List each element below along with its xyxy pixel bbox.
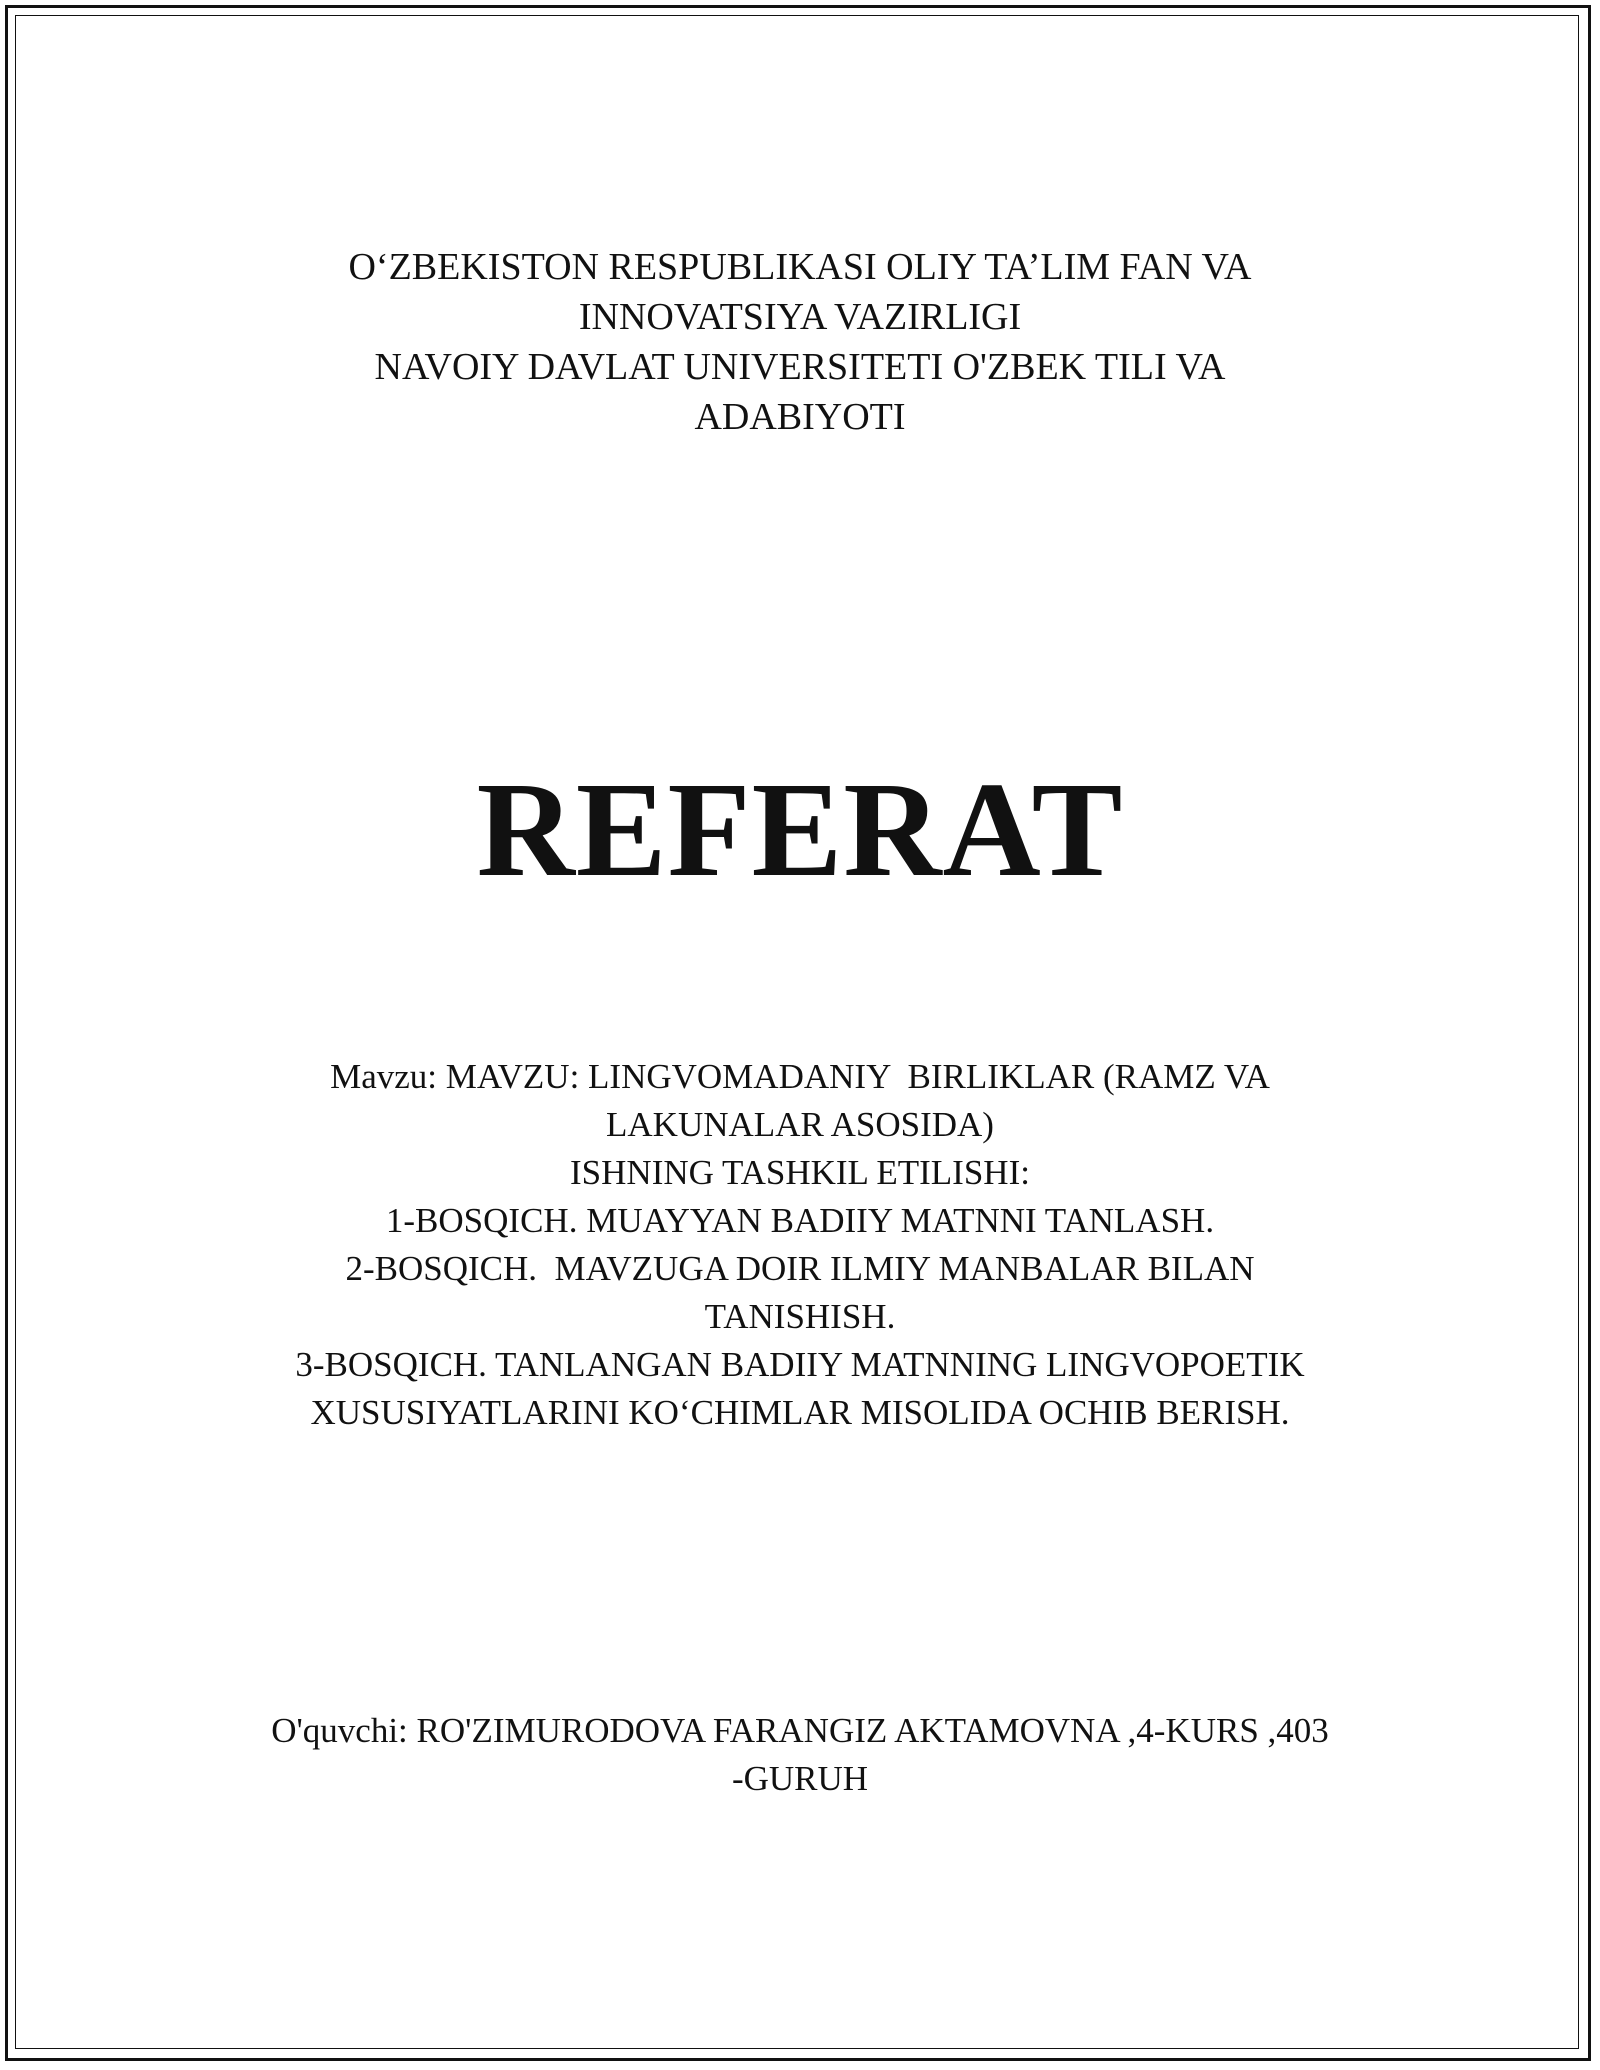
student-line: O'quvchi: RO'ZIMURODOVA FARANGIZ AKTAMOVNA ,4-KURS ,403 (271, 1711, 1329, 1750)
header-line: O‘ZBEKISTON RESPUBLIKASI OLIY TA’LIM FAN VA (348, 246, 1252, 288)
header-line: INNOVATSIYA VAZIRLIGI (578, 296, 1022, 338)
topic-line: ISHNING TASHKIL ETILISHI: (570, 1153, 1030, 1192)
topic-line: TANISHISH. (704, 1297, 896, 1336)
student-info (0, 1707, 1600, 1803)
topic-line: 3-BOSQICH. TANLANGAN BADIIY MATNNING LINGVOPOETIK (295, 1345, 1305, 1384)
student-line: -GURUH (731, 1759, 869, 1798)
header-line: NAVOIY DAVLAT UNIVERSITETI O'ZBEK TILI VA (374, 346, 1226, 388)
topic-line: 1-BOSQICH. MUAYYAN BADIIY MATNNI TANLASH. (385, 1201, 1215, 1240)
topic-section (0, 1053, 1600, 1437)
topic-line: 2-BOSQICH. MAVZUGA DOIR ILMIY MANBALAR BILAN (345, 1249, 1255, 1288)
header-line: ADABIYOTI (694, 396, 906, 438)
topic-line: XUSUSIYATLARINI KO‘CHIMLAR MISOLIDA OCHIB BERISH. (310, 1393, 1290, 1432)
ministry-header (0, 242, 1600, 442)
topic-line: Mavzu: MAVZU: LINGVOMADANIY BIRLIKLAR (RAMZ VA (330, 1057, 1270, 1096)
topic-line: LAKUNALAR ASOSIDA) (606, 1105, 994, 1144)
document-title: REFERAT (476, 755, 1124, 905)
